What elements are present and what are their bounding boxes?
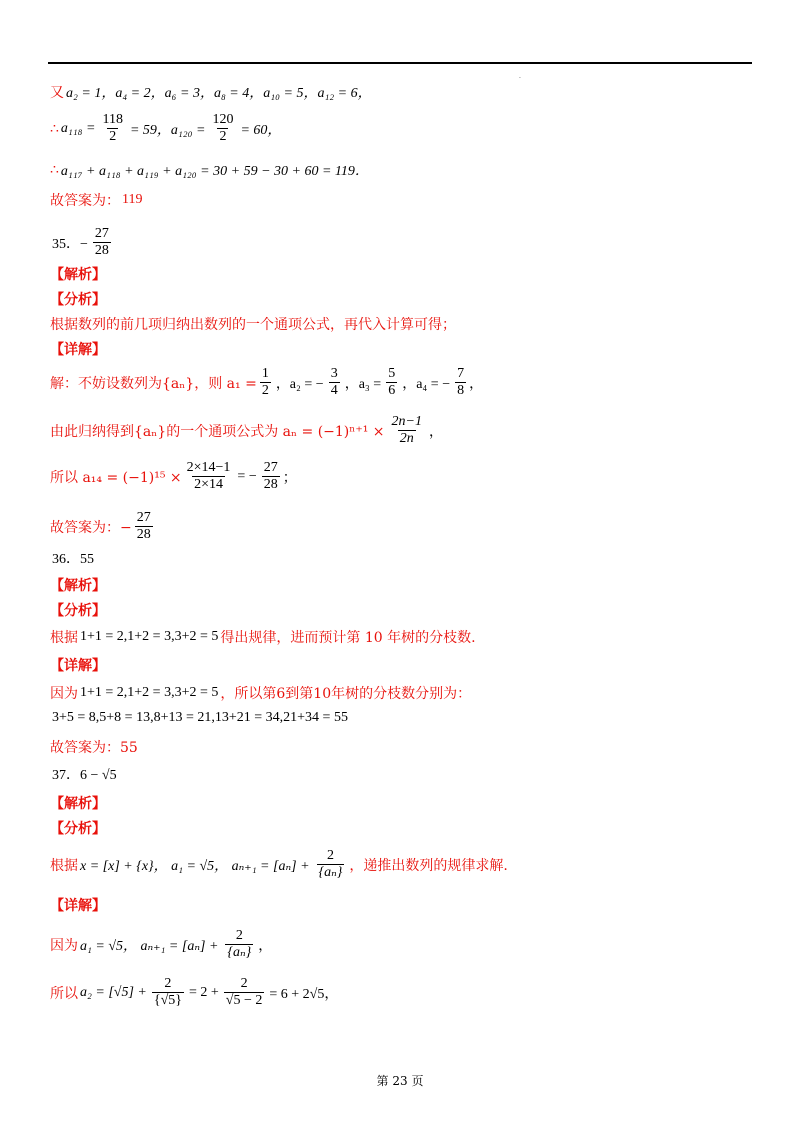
fraction: $\frac{120}{2}$ [212,112,234,144]
fraction: $\frac{3}{4}$ [330,366,338,398]
q35-detail-3: 所以 a₁₄ = (−1)¹⁵ × $\frac{2\times 14-1}{2\times 14}$ = − $\frac{27}{28}$ ； [50,460,297,492]
xiangjie-label: 【详解】 [50,898,106,914]
decorative-dot: . [519,73,521,80]
fraction: $\frac{7}{8}$ [457,366,465,398]
fenxi-label: 【分析】 [50,821,106,837]
header-rule [48,62,752,64]
fraction: $\frac{27}{28}$ [263,460,278,492]
fraction: $\frac{5}{6}$ [388,366,396,398]
fraction: $\frac{2}{\{√5\}}$ [153,976,182,1008]
line-3: ∴ a₁₁₇ + a₁₁₈ + a₁₁₉ + a₁₂₀ = 30 + 59 − 30 + 60 = 119． [50,162,369,179]
jiexi-label: 【解析】 [50,796,106,812]
q36-detail-2: 3+5 = 8,5+8 = 13,8+13 = 21,13+21 = 34,21+34 = 55 [52,710,348,725]
answer-35: 故答案为：− $\frac{27}{28}$ [50,510,151,542]
xiangjie-label: 【详解】 [50,342,106,358]
q35-detail-1: 解：不妨设数列为{aₙ}，则 a₁ = $\frac{1}{2}$ ，a₂ = − $\frac{3}{4}$ ，a₃ = $\frac{5}{6}$ ，a₄ = − $\frac{7}{8}$ ， [50,366,484,398]
xiangjie-label: 【详解】 [50,658,106,674]
fenxi-label: 【分析】 [50,292,106,308]
question-37-header: 37．6 − √5 [52,768,117,783]
jiexi-label: 【解析】 [50,578,106,594]
fraction: $\frac{2}{\text{\{aₙ\}}}$ [227,928,252,960]
fraction: $\frac{2\times 14-1}{2\times 14}$ [186,460,231,492]
jiexi-label: 【解析】 [50,267,106,283]
q36-detail-1: 因为 1+1 = 2,1+2 = 3,3+2 = 5 ，所以第6到第10年树的分枝数分别为： [50,685,472,702]
fraction: $\frac{2n-1}{2n}$ [391,414,422,446]
line-1: 又 a₂ = 1，a₄ = 2，a₆ = 3，a₈ = 4，a₁₀ = 5，a₁₂ = 6， [50,85,372,101]
question-35-header: 35．− $\frac{27}{28}$ [52,226,109,258]
fraction: $\frac{1}{2}$ [261,366,269,398]
q37-detail-1: 因为 a₁ = √5， aₙ₊₁ = [aₙ] + $\frac{2}{\text{\{aₙ\}}}$ ， [50,928,273,960]
q35-analysis: 根据数列的前几项归纳出数列的一个通项公式，再代入计算可得； [50,317,456,333]
fraction: $\frac{2}{√5 - 2}$ [225,976,263,1008]
q37-detail-2: 所以 a₂ = [√5] + $\frac{2}{\{√5\}}$ = 2 + $\frac{2}{√5 - 2}$ = 6 + 2√5， [50,976,339,1008]
answer-36: 故答案为：55 [50,740,138,756]
fraction: $\frac{27}{28}$ [94,226,109,258]
fraction: $\frac{2}{\text{\{aₙ\}}}$ [318,848,343,880]
fraction: $\frac{118}{2}$ [102,112,123,144]
question-36-header: 36．55 [52,552,94,567]
line-2: ∴ a₁₁₈ = $\frac{118}{2}$ = 59，a₁₂₀ = $\frac{120}{2}$ = 60， [50,112,282,144]
answer-34: 故答案为： 119 [50,192,143,209]
page-number: 第 23 页 [376,1074,424,1088]
fenxi-label: 【分析】 [50,603,106,619]
q35-detail-2: 由此归纳得到{aₙ}的一个通项公式为 aₙ = (−1)ⁿ⁺¹ × $\frac{2n-1}{2n}$ ， [50,414,443,446]
q36-analysis: 根据 1+1 = 2,1+2 = 3,3+2 = 5 得出规律，进而预计第 10 年树的分枝数. [50,629,476,646]
q37-analysis: 根据 x = [x] + {x}， a₁ = √5， aₙ₊₁ = [aₙ] + $\frac{2}{\text{\{aₙ\}}}$ ，递推出数列的规律求解. [50,848,508,880]
fraction: $\frac{27}{28}$ [136,510,151,542]
